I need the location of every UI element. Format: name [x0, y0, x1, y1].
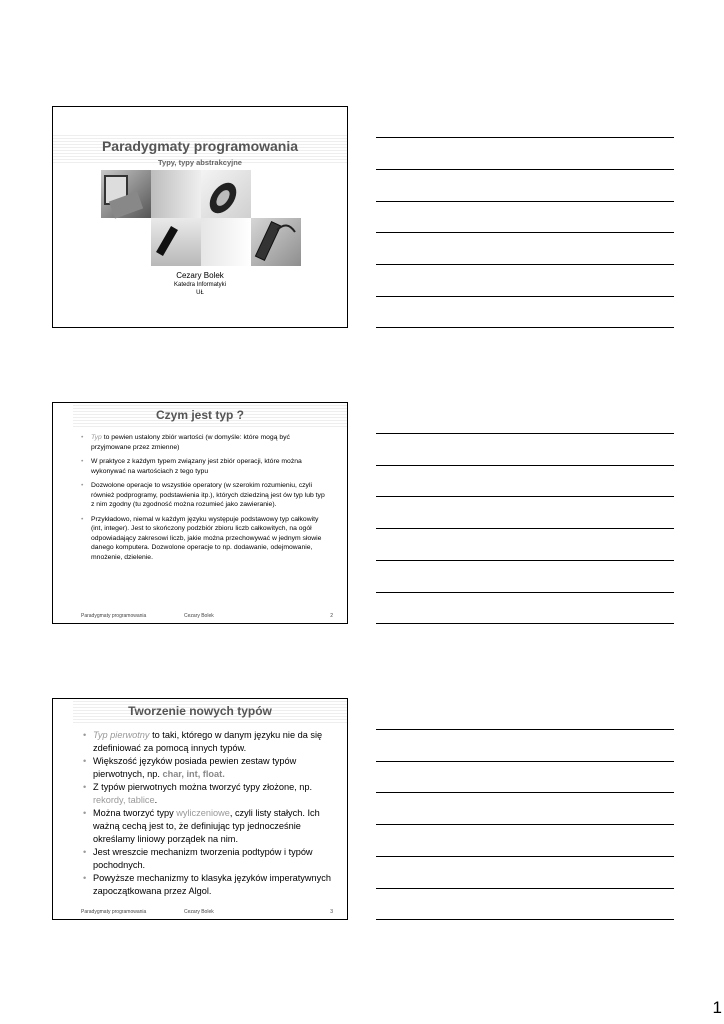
note-line — [376, 296, 674, 297]
slide-1 — [52, 106, 348, 328]
page-number: 1 — [712, 998, 722, 1017]
slide-1-dept: Katedra Informatyki — [173, 282, 227, 288]
slide-2-body — [81, 433, 329, 562]
list-item: • Przykładowo, niemal w każdym języku występuje podstawowy typ całkowity (int, integer). Jest to skończony podzbiór zbioru liczb całkowitych, na ogół odpowiadający zakresowi liczb, jakie można przechowywać w jednym słowie danego komputera. Dozwolone operacje to np. dodawanie, odejmowanie, mnożenie, dzielenie. — [81, 515, 322, 561]
note-line — [376, 560, 674, 561]
list-item: • Jest wreszcie mechanizm tworzenia podtypów i typów pochodnych. — [83, 847, 313, 870]
footer-slide-number: 3 — [330, 909, 333, 915]
bullet-text: Większość języków posiada pewien zestaw typów pierwotnych, np. — [93, 756, 297, 779]
note-line — [376, 592, 674, 593]
footer-left: Paradygmaty programowania — [81, 909, 147, 915]
footer-author: Cezary Bolek — [184, 909, 214, 915]
slide-3-footer — [53, 909, 347, 916]
bullet-text: . — [154, 795, 158, 805]
list-item: • Dozwolone operacje to wszystkie operatory (w szerokim rozumieniu, czyli również podprogramy, podstawienia itp.), których dziedziną jest ów typ lub typ z nim zgodny (tu zgodność można rozumieć jako zawieranie). — [81, 482, 325, 508]
note-line — [376, 169, 674, 170]
bullet-text: Powyższe mechanizmy to klasyka języków imperatywnych zapoczątkowana przez Algol. — [93, 873, 331, 896]
note-line — [376, 856, 674, 857]
bullet-text: to pewien ustalony zbiór wartości (w domyśle: które mogą być przyjmowane przez zmienne) — [91, 434, 290, 451]
slide-1-title: Paradygmaty programowania — [101, 138, 299, 154]
list-item: • W praktyce z każdym typem związany jest zbiór operacji, które można wykonywać na wartościach z tego typu — [81, 458, 302, 475]
bullet-text: Można tworzyć typy — [93, 808, 177, 818]
note-line — [376, 201, 674, 202]
bullet-text: to taki, którego w danym języku nie da się zdefiniować za pomocą innych typów. — [93, 730, 323, 753]
collage-graphic — [101, 170, 301, 266]
slide-2-title: Czym jest typ ? — [155, 408, 245, 422]
slide-3-bullets — [83, 729, 333, 898]
slide-3-body — [83, 729, 333, 898]
slide-1-subtitle: Typy, typy abstrakcyjne — [158, 158, 242, 167]
footer-slide-number: 2 — [330, 613, 333, 619]
bullet-text: Jest wreszcie mechanizm tworzenia podtypów i typów pochodnych. — [93, 847, 313, 870]
highlight-wyliczeniowe: wyliczeniowe — [176, 808, 230, 818]
term-typ: Typ — [91, 434, 102, 441]
note-line — [376, 623, 674, 624]
list-item: • Powyższe mechanizmy to klasyka języków imperatywnych zapoczątkowana przez Algol. — [83, 873, 331, 896]
bullet-text: Dozwolone operacje to wszystkie operatory (w szerokim rozumieniu, czyli również podprogramy, podstawienia itp.), których dziedziną jest ów typ lub typ z nim zgodny (tu zgodność można rozumieć jako zawieranie). — [91, 482, 325, 508]
code-types: char, int, float. — [162, 769, 225, 779]
note-line — [376, 465, 674, 466]
footer-author: Cezary Bolek — [184, 613, 214, 619]
term-typ-pierwotny: Typ pierwotny — [93, 730, 150, 740]
bullet-text: , czyli listy stałych. Ich ważną cechą jest to, że definiując typ jednocześnie określamy liniowy porządek na nim. — [93, 808, 320, 844]
note-line — [376, 232, 674, 233]
note-line — [376, 137, 674, 138]
note-line — [376, 496, 674, 497]
note-line — [376, 264, 674, 265]
note-line — [376, 919, 674, 920]
note-line — [376, 888, 674, 889]
list-item: • Typ to pewien ustalony zbiór wartości (w domyśle: które mogą być przyjmowane przez zmienne) — [81, 434, 290, 451]
note-line — [376, 824, 674, 825]
footer-left: Paradygmaty programowania — [81, 613, 147, 619]
slide-2-footer — [53, 613, 347, 620]
bullet-text: W praktyce z każdym typem związany jest zbiór operacji, które można wykonywać na wartościach z tego typu — [91, 458, 302, 475]
bullet-text: Przykładowo, niemal w każdym języku występuje podstawowy typ całkowity (int, integer). Jest to skończony podzbiór zbioru liczb całkowitych, na ogół odpowiadający zakresowi liczb, jakie można przechowywać w jednym słowie danego komputera. Dozwolone operacje to np. dodawanie, odejmowanie, mnożenie, dzielenie. — [91, 515, 322, 561]
list-item: • Typ pierwotny to taki, którego w danym języku nie da się zdefiniować za pomocą innych typów. — [83, 730, 323, 753]
note-line — [376, 433, 674, 434]
bullet-text: Z typów pierwotnych można tworzyć typy złożone, np. — [93, 782, 313, 792]
note-line — [376, 528, 674, 529]
highlight-rekordy: rekordy, tablice — [93, 795, 155, 805]
note-line — [376, 761, 674, 762]
collage-image — [101, 170, 301, 266]
slide-2 — [52, 402, 348, 624]
slide-1-uni: UŁ — [196, 290, 204, 296]
slide-1-author: Cezary Bolek — [176, 271, 224, 280]
list-item: • Większość języków posiada pewien zestaw typów pierwotnych, np. char, int, float. — [83, 756, 297, 779]
slide-3-title: Tworzenie nowych typów — [128, 704, 272, 718]
slide-2-bullets — [81, 433, 329, 562]
slide-3 — [52, 698, 348, 920]
note-line — [376, 729, 674, 730]
note-line — [376, 792, 674, 793]
list-item: • Można tworzyć typy wyliczeniowe, czyli listy stałych. Ich ważną cechą jest to, że definiując typ jednocześnie określamy liniowy porządek na nim. — [83, 808, 320, 844]
note-line — [376, 327, 674, 328]
list-item: • Z typów pierwotnych można tworzyć typy złożone, np. rekordy, tablice. — [83, 782, 313, 805]
